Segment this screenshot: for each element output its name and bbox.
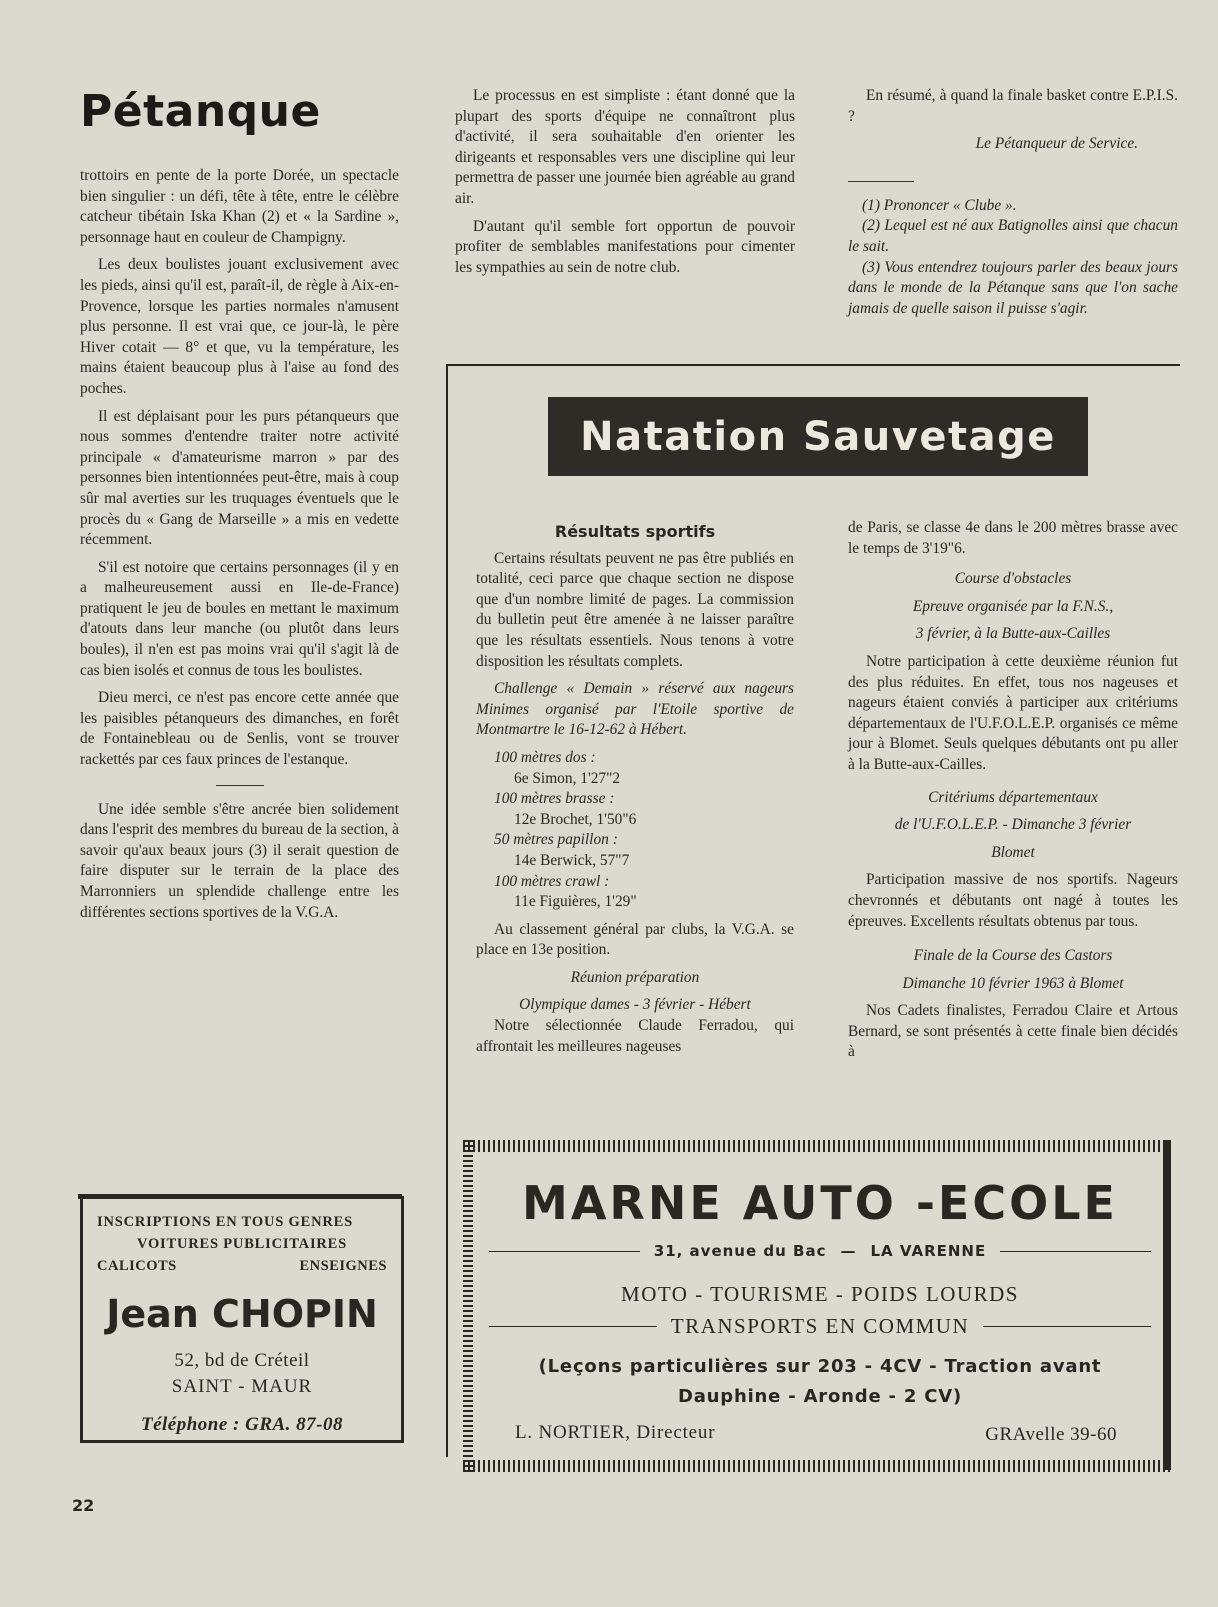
ferradou-result: de Paris, se classe 4e dans le 200 mètres brasse avec le temps de 3'19"6. <box>848 519 1178 557</box>
paragraph: Dieu merci, ce n'est pas encore cette année que les paisibles pétanqueurs des dimanches, en forêt de Fontainebleau ou de Senlis, vont se trouver rackettés par ces faux princes de l'estanque. <box>80 689 399 769</box>
chopin-city: SAINT - MAUR <box>171 1376 313 1397</box>
petanque-middle-paragraphs <box>455 86 795 278</box>
dash-separator: — <box>840 1242 857 1260</box>
olympique-text: Notre sélectionnée Claude Ferradou, qui affrontait les meilleures nageuses <box>476 1017 794 1055</box>
marne-hatch-bottom <box>463 1460 1171 1472</box>
result-rank: 14e Berwick, 57"7 <box>514 851 630 869</box>
natation-box-left-rule <box>446 364 448 1457</box>
marne-address-row <box>489 1242 1151 1260</box>
natation-left-column <box>476 522 794 1064</box>
petanque-left-after-separator <box>80 800 399 924</box>
chopin-line2: VOITURES PUBLICITAIRES <box>136 1236 348 1252</box>
petanque-signature: Le Pétanqueur de Service. <box>975 135 1138 153</box>
paragraph: D'autant qu'il semble fort opportun de pouvoir profiter de semblables manifestations pour cimenter les sympathies au sein de notre club. <box>455 217 795 276</box>
course-title: Course d'obstacles <box>954 570 1072 588</box>
rule-right <box>1000 1251 1151 1252</box>
section-separator <box>216 785 264 786</box>
paragraph: Le processus en est simpliste : étant donné que la plupart des sports d'équipe ne connaîtront plus d'activité, il sera souhaitable d'en orienter les dirigeants et responsables vers une discipline qui leur permettra de passer une journée bien agréable au grand air. <box>455 87 795 207</box>
marne-categories: MOTO - TOURISME - POIDS LOURDS <box>621 1282 1019 1306</box>
marne-lessons-line1: (Leçons particulières sur 203 - 4CV - Traction avant <box>538 1356 1102 1377</box>
result-event: 100 mètres brasse : <box>494 790 615 808</box>
marne-address-city: LA VARENNE <box>870 1242 987 1260</box>
footnote: (1) Prononcer « Clube ». <box>862 196 1017 214</box>
result-rank: 6e Simon, 1'27"2 <box>514 769 621 787</box>
marne-hatch-top <box>463 1140 1171 1152</box>
marne-advertisement <box>463 1140 1177 1472</box>
petanque-right-column <box>848 86 1178 319</box>
chopin-line3-left: CALICOTS <box>97 1258 177 1274</box>
marne-title: MARNE AUTO -ECOLE <box>522 1176 1118 1230</box>
result-rank: 12e Brochet, 1'50"6 <box>514 810 637 828</box>
result-event: 100 mètres dos : <box>494 748 596 766</box>
footnote: (2) Lequel est né aux Batignolles ainsi que chacun le sait. <box>848 217 1178 255</box>
marne-transport: TRANSPORTS EN COMMUN <box>670 1314 970 1338</box>
finale-sub: Dimanche 10 février 1963 à Blomet <box>902 974 1124 992</box>
chopin-line1: INSCRIPTIONS EN TOUS GENRES <box>97 1214 353 1230</box>
marne-phone: GRAvelle 39-60 <box>985 1424 1117 1445</box>
petanque-title: Pétanque <box>80 86 321 137</box>
course-sub1: Epreuve organisée par la F.N.S., <box>912 597 1114 615</box>
results-heading: Résultats sportifs <box>554 522 716 541</box>
criteriums-sub: de l'U.F.O.L.E.P. - Dimanche 3 février <box>894 816 1132 834</box>
chopin-address: 52, bd de Créteil <box>174 1350 310 1371</box>
petanque-footnotes <box>848 196 1178 320</box>
paragraph: Une idée semble s'être ancrée bien solidement dans l'esprit des membres du bureau de la section, à savoir qu'aux beaux jours (3) il serait question de faire disputer sur le terrain de la place des Marronniers un splendide challenge entre les différentes sections sportives de la V.G.A. <box>80 800 399 921</box>
chopin-name: Jean CHOPIN <box>106 1292 378 1336</box>
chopin-phone: Téléphone : GRA. 87-08 <box>140 1414 344 1435</box>
reunion-title: Réunion préparation <box>570 968 700 986</box>
page-number: 22 <box>72 1496 95 1515</box>
paragraph: S'il est notoire que certains personnages (il y en a malheureusement aussi en Ile-de-France) pratiquent le jeu de boules en mettant le maximum d'atouts dans leur manche (ou plutôt dans leurs boules), il n'en est pas moins vrai qu'il s'agit là de cas bien isolés et connus de tous les boulistes. <box>80 558 399 679</box>
marne-lessons-line2: Dauphine - Aronde - 2 CV) <box>677 1386 963 1407</box>
petanque-left-column <box>80 166 399 930</box>
natation-box-top-rule <box>446 364 1180 366</box>
rule-right <box>983 1326 1151 1327</box>
rule-left <box>489 1326 657 1327</box>
petanque-summary: En résumé, à quand la finale basket contre E.P.I.S. ? <box>848 87 1178 125</box>
natation-intro: Certains résultats peuvent ne pas être publiés en totalité, ceci parce que chaque section ne dispose que d'un nombre limité de pages. La commission du bulletin peut être amenée à ne laisser paraître que les résultats essentiels. Nous tenons à votre disposition les résultats complets. <box>476 549 794 670</box>
challenge-title: Challenge « Demain » réservé aux nageurs Minimes organisé par l'Etoile sportive de Montmartre le 16-12-62 à Hébert. <box>476 680 794 739</box>
result-event: 100 mètres crawl : <box>494 872 610 890</box>
results-list <box>494 748 794 913</box>
natation-banner <box>548 397 1088 476</box>
course-text: Notre participation à cette deuxième réunion fut des plus réduites. En effet, tous nos nageuses et nageurs étaient conviés à participer aux critériums départementaux de l'U.F.O.L.E.P. organisés ce même jour à Blomet. Seuls quelques débutants ont pu aller à la Butte-aux-Cailles. <box>848 652 1178 773</box>
club-ranking: Au classement général par clubs, la V.G.A. se place en 13e position. <box>476 920 794 959</box>
finale-title: Finale de la Course des Castors <box>913 947 1113 965</box>
petanque-middle-column <box>455 86 795 285</box>
natation-right-column <box>848 518 1178 1070</box>
criteriums-place: Blomet <box>991 843 1035 861</box>
finale-text: Nos Cadets finalistes, Ferradou Claire et Artous Bernard, se sont présentés à cette finale bien décidés à <box>848 1002 1178 1061</box>
result-event: 50 mètres papillon : <box>494 831 618 849</box>
chopin-advertisement <box>80 1196 404 1443</box>
marne-address-num: 31, avenue du Bac <box>653 1242 827 1260</box>
olympique-title: Olympique dames - 3 février - Hébert <box>519 996 751 1014</box>
rule-left <box>489 1251 640 1252</box>
result-rank: 11e Figuières, 1'29" <box>514 893 637 911</box>
criteriums-text: Participation massive de nos sportifs. Nageurs chevronnés et débutants ont nagé à toutes les épreuves. Excellents résultats obtenus par tous. <box>848 871 1178 930</box>
paragraph: trottoirs en pente de la porte Dorée, un spectacle bien singulier : un défi, tête à tête, entre le célèbre catcheur tibétain Iska Khan (2) et « la Sardine », personnage haut en couleur de Champigny. <box>80 167 399 246</box>
marne-director: L. NORTIER, Directeur <box>515 1422 716 1443</box>
notes-separator <box>848 181 914 182</box>
criteriums-title: Critériums départementaux <box>928 788 1098 806</box>
footnote: (3) Vous entendrez toujours parler des beaux jours dans le monde de la Pétanque sans que l'on sache jamais de quelle saison il puisse s'agir. <box>848 258 1178 317</box>
petanque-left-paragraphs <box>80 166 399 771</box>
paragraph: Il est déplaisant pour les purs pétanqueurs que nous sommes d'entendre traiter notre activité principale « d'amateurisme marron » par des personnes bien intentionnées peut-être, mais à coup sûr mal averties sur les truquages éventuels que le procès du « Gang de Marseille » a mis en vedette récemment. <box>80 407 399 549</box>
course-sub2: 3 février, à la Butte-aux-Cailles <box>915 625 1111 643</box>
natation-banner-text: Natation Sauvetage <box>580 413 1056 460</box>
paragraph: Les deux boulistes jouant exclusivement avec les pieds, ainsi qu'il est, paraît-il, de règle à Aix-en-Provence, lorsque les parties normales n'amusent plus personne. Il est vrai que, ce jour-là, le père Hiver cotait — 8° et que, vu la température, les mains étaient beaucoup plus à l'aise au fond des poches. <box>80 256 399 397</box>
marne-transport-row <box>489 1314 1151 1339</box>
chopin-line3-right: ENSEIGNES <box>299 1258 387 1274</box>
